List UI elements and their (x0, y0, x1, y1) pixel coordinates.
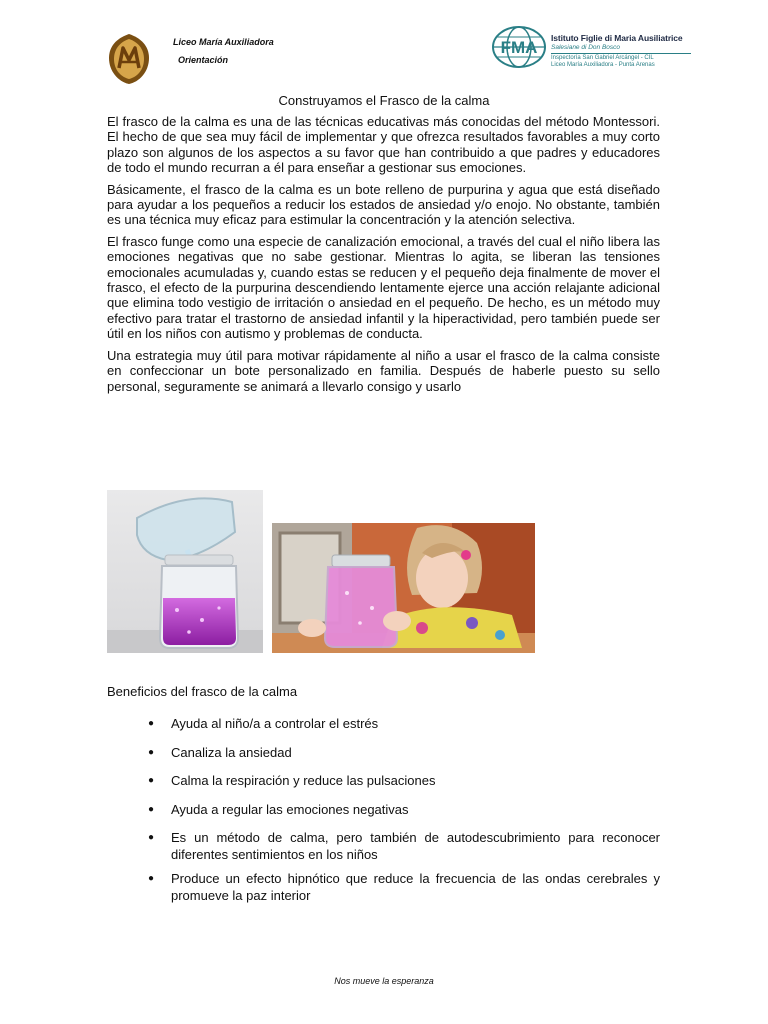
institute-divider (551, 53, 691, 54)
institute-line-2: Liceo María Auxiliadora - Punta Arenas (551, 62, 655, 68)
institute-block (551, 33, 701, 69)
list-item: ● Calma la respiración y reduce las pulsaciones (148, 773, 436, 788)
liceo-logo-icon (107, 32, 151, 86)
department-name: Orientación (178, 55, 229, 65)
bullet-icon: ● (148, 832, 155, 843)
list-item: ● Produce un efecto hipnótico que reduce la frecuencia de las ondas cerebrales y promueve la paz interior (148, 871, 660, 903)
fma-logo-text: FMA (500, 38, 538, 57)
institute-subtitle: Salesiane di Don Bosco (551, 44, 621, 51)
bullet-icon: ● (148, 746, 155, 758)
bullet-icon: ● (148, 803, 155, 815)
school-name: Liceo María Auxiliadora (173, 37, 274, 47)
paragraph-1: El frasco de la calma es una de las técnicas educativas más conocidas del método Montessori. El hecho de que sea muy fácil de implementar y que ofrezca resultados favorables a muy corto plazo son algunos de los aspectos a su favor que han contribuido a que padres y educadores de todo el mundo recurran a él para enseñar a gestionar sus emociones. (107, 114, 660, 176)
institute-name: Istituto Figlie di Maria Ausiliatrice (551, 33, 683, 43)
list-item: ● Ayuda al niño/a a controlar el estrés (148, 716, 379, 731)
list-item: ● Canaliza la ansiedad (148, 744, 292, 760)
footer-motto: Nos mueve la esperanza (334, 976, 434, 986)
child-with-jar-photo (272, 523, 535, 653)
bullet-icon: ● (148, 775, 155, 786)
fma-globe-logo-icon (491, 26, 547, 68)
benefits-title: Beneficios del frasco de la calma (107, 684, 298, 699)
institute-line-1: Inspectoría San Gabriel Arcángel - CIL (551, 55, 654, 61)
glitter-jar-photo (107, 490, 263, 653)
paragraph-4: Una estrategia muy útil para motivar rápidamente al niño a usar el frasco de la calma consiste en confeccionar un bote personalizado en familia. Después de haberle puesto su sello personal, seguramente se animará a llevarlo consigo y usarlo (107, 347, 660, 394)
page-header (0, 0, 768, 95)
paragraph-2: Básicamente, el frasco de la calma es un bote relleno de purpurina y agua que está diseñado para ayudar a los pequeños a reducir los estados de ansiedad y/o enojo. No obstante, también es una técnica muy eficaz para estimular la concentración y la atención selectiva. (107, 181, 660, 228)
list-item: ● Ayuda a regular las emociones negativas (148, 801, 409, 817)
list-item: ● Es un método de calma, pero también de autodescubrimiento para reconocer diferentes sentimientos en los niños (148, 830, 660, 862)
paragraph-3: El frasco funge como una especie de canalización emocional, a través del cual el niño libera las emociones negativas que no sabe gestionar. Mientras lo agita, se liberan las tensiones emocionales acumuladas y, cuando estas se reducen y el pequeño deja finalmente de mover el frasco, el efecto de la purpurina descendiendo lentamente ejerce una acción relajante adicional que elimina todo vestigio de irritación o ansiedad en el pequeño. De hecho, es un método muy efectivo para tratar el trastorno de ansiedad infantil y la hiperactividad, pero también puede ser útil en los niños con autismo y problemas de conducta. (107, 233, 660, 342)
bullet-icon: ● (148, 873, 155, 884)
body-text (107, 114, 660, 400)
benefits-list (148, 716, 660, 904)
bullet-icon: ● (148, 718, 155, 729)
document-title: Construyamos el Frasco de la calma (278, 93, 490, 108)
